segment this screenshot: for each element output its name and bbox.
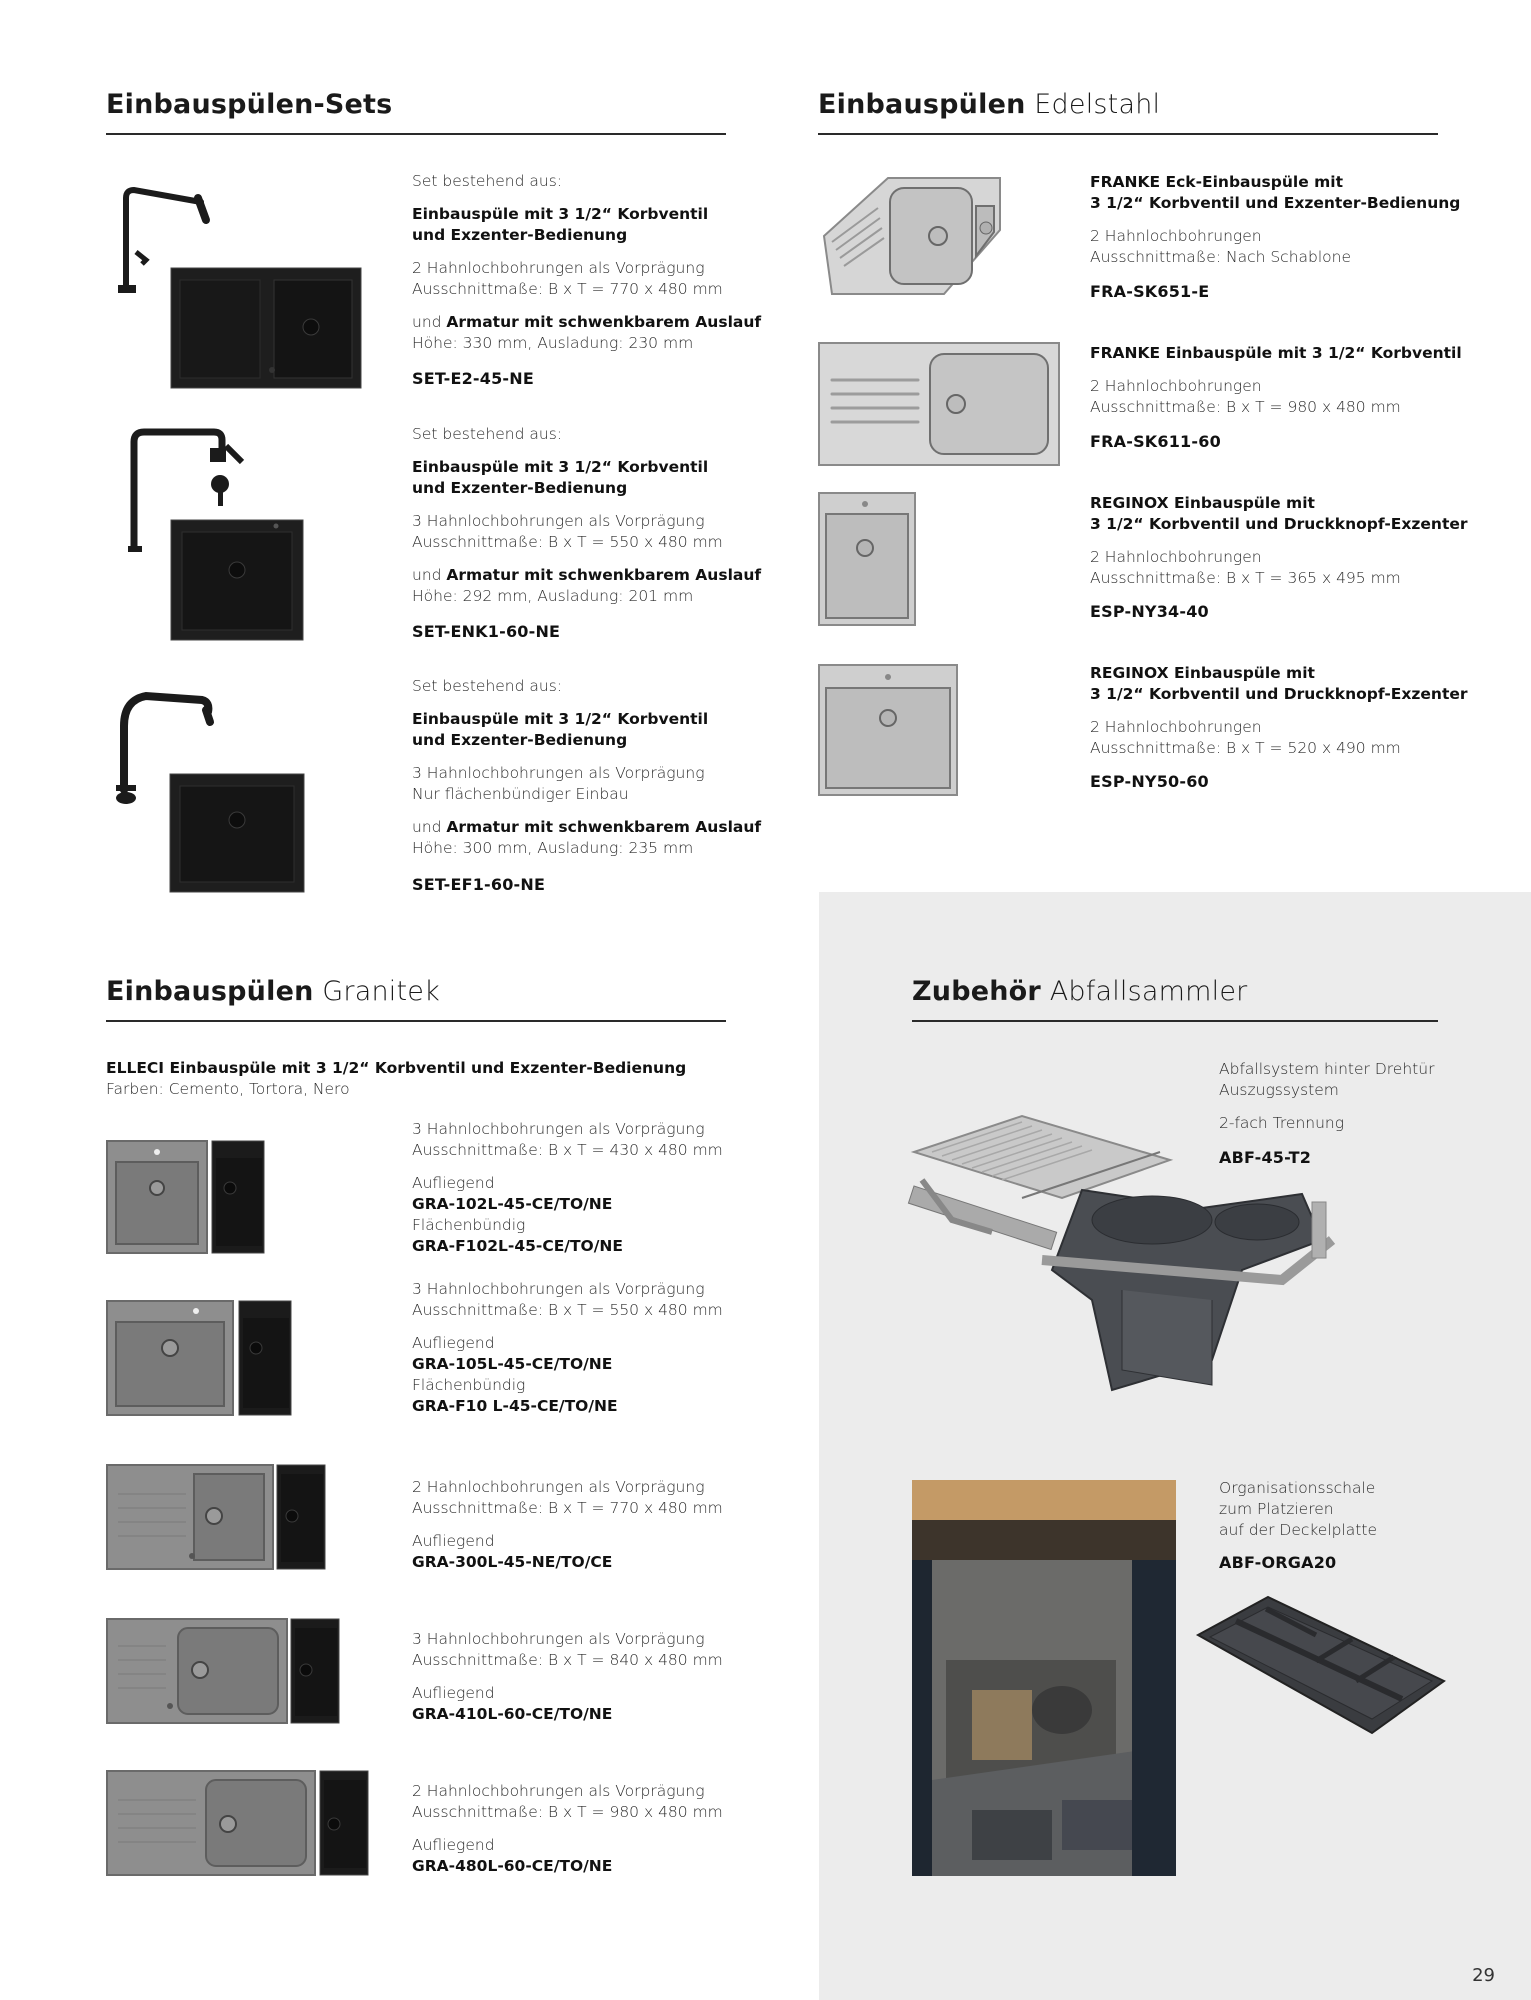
edelstahl-4-text [1090,663,1468,759]
zubehoer-1-text [1219,1059,1434,1134]
edelstahl-name-line2: 3 1/2“ Korbventil und Exzenter-Bedienung [1090,194,1461,212]
edelstahl-name-line1: REGINOX Einbauspüle mit [1090,664,1315,682]
set-armatur-title: Armatur mit schwenkbarem Auslauf [446,313,762,331]
sink-icon [171,268,361,388]
section-title-sets: Einbauspülen-Sets [106,89,393,120]
set-armatur-dims: Höhe: 300 mm, Ausladung: 235 mm [412,839,694,857]
granitek-article-code: GRA-102L-45-CE/TO/NE [412,1195,613,1213]
sink-icon [170,774,304,892]
edelstahl-4-product-image [818,664,958,796]
section-rule [912,1020,1438,1022]
corner-sink-icon [824,178,1000,294]
sink-icon [819,665,957,795]
set-1-product-image [106,190,366,390]
granitek-3-product-image [106,1464,326,1570]
set-3-text [412,676,761,859]
edelstahl-2-product-image [818,342,1060,466]
zubehoer-line2: Auszugssystem [1219,1081,1339,1099]
black-sink-icon [291,1619,339,1723]
set-sink-title-line2: und Exzenter-Bedienung [412,731,628,749]
granitek-mount-label-aufliegend: Aufliegend [412,1174,495,1192]
set-armatur-dims: Höhe: 292 mm, Ausladung: 201 mm [412,587,694,605]
set-armatur-prefix: und [412,818,447,836]
granitek-spec-line2: Ausschnittmaße: B x T = 550 x 480 mm [412,1301,723,1319]
edelstahl-spec-line2: Ausschnittmaße: B x T = 520 x 490 mm [1090,739,1401,757]
set-2-product-image [126,428,326,643]
granitek-article-code: GRA-105L-45-CE/TO/NE [412,1355,613,1373]
granitek-article-code: GRA-300L-45-NE/TO/CE [412,1553,613,1571]
page-number: 29 [1472,1965,1495,1986]
granitek-article-code: GRA-480L-60-CE/TO/NE [412,1857,613,1875]
black-sink-icon [239,1301,291,1415]
zubehoer-2-text [1219,1478,1377,1541]
granitek-spec-line1: 3 Hahnlochbohrungen als Vorprägung [412,1280,705,1298]
edelstahl-4-article-code: ESP-NY50-60 [1090,772,1209,791]
granitek-5-product-image [106,1770,370,1876]
set-sink-title-line2: und Exzenter-Bedienung [412,226,628,244]
black-sink-icon [320,1771,368,1875]
set-intro: Set bestehend aus: [412,425,563,443]
grey-sink-icon [107,1141,207,1253]
granitek-2-text [412,1279,723,1417]
edelstahl-spec-line2: Ausschnittmaße: B x T = 980 x 480 mm [1090,398,1401,416]
set-spec-line1: 2 Hahnlochbohrungen als Vorprägung [412,259,705,277]
edelstahl-name-line1: REGINOX Einbauspüle mit [1090,494,1315,512]
organizer-tray-icon [1198,1597,1444,1733]
sink-drainboard-icon [819,343,1059,465]
granitek-mount-label-aufliegend: Aufliegend [412,1836,495,1854]
edelstahl-spec-line1: 2 Hahnlochbohrungen [1090,718,1262,736]
granitek-spec-line1: 3 Hahnlochbohrungen als Vorprägung [412,1120,705,1138]
granitek-intro-title: ELLECI Einbauspüle mit 3 1/2“ Korbventil und Exzenter-Bedienung [106,1059,687,1077]
set-spec-line1: 3 Hahnlochbohrungen als Vorprägung [412,764,705,782]
granitek-article-code: GRA-410L-60-CE/TO/NE [412,1705,613,1723]
black-sink-icon [277,1465,325,1569]
sink-icon [819,493,915,625]
section-rule [818,133,1438,135]
set-armatur-dims: Höhe: 330 mm, Ausladung: 230 mm [412,334,694,352]
set-spec-line1: 3 Hahnlochbohrungen als Vorprägung [412,512,705,530]
zubehoer-line1: Abfallsystem hinter Drehtür [1219,1060,1435,1078]
set-sink-title-line1: Einbauspüle mit 3 1/2“ Korbventil [412,458,709,476]
set-armatur-title: Armatur mit schwenkbarem Auslauf [446,566,762,584]
granitek-spec-line2: Ausschnittmaße: B x T = 430 x 480 mm [412,1141,723,1159]
granitek-article-code: GRA-F10 L-45-CE/TO/NE [412,1397,618,1415]
edelstahl-name-line1: FRANKE Eck-Einbauspüle mit [1090,173,1343,191]
set-3-product-image [110,692,310,894]
set-spec-line2: Ausschnittmaße: B x T = 770 x 480 mm [412,280,723,298]
edelstahl-2-text [1090,343,1462,418]
set-1-article-code: SET-E2-45-NE [412,369,534,388]
edelstahl-1-product-image [818,172,1008,300]
section-title-edelstahl: Einbauspülen Edelstahl [818,89,1161,120]
granitek-article-code: GRA-F102L-45-CE/TO/NE [412,1237,623,1255]
zubehoer-line2: zum Platzieren [1219,1500,1334,1518]
section-rule [106,133,726,135]
set-armatur-prefix: und [412,566,447,584]
granitek-spec-line2: Ausschnittmaße: B x T = 840 x 480 mm [412,1651,723,1669]
set-2-article-code: SET-ENK1-60-NE [412,622,561,641]
granitek-4-product-image [106,1618,340,1724]
zubehoer-line1: Organisationsschale [1219,1479,1376,1497]
edelstahl-1-text [1090,172,1460,268]
granitek-mount-label-aufliegend: Aufliegend [412,1532,495,1550]
granitek-mount-label-aufliegend: Aufliegend [412,1684,495,1702]
set-armatur-title: Armatur mit schwenkbarem Auslauf [446,818,762,836]
edelstahl-name-line2: 3 1/2“ Korbventil und Druckknopf-Exzenter [1090,515,1468,533]
set-intro: Set bestehend aus: [412,677,563,695]
photo-cabinet-icon [912,1480,1176,1876]
granitek-2-product-image [106,1300,292,1416]
granitek-1-text [412,1119,723,1257]
zubehoer-1-article-code: ABF-45-T2 [1219,1148,1312,1167]
edelstahl-spec-line2: Ausschnittmaße: Nach Schablone [1090,248,1352,266]
section-title-zubehoer: Zubehör Abfallsammler [912,976,1248,1007]
granitek-3-text [412,1477,723,1573]
set-sink-title-line2: und Exzenter-Bedienung [412,479,628,497]
set-3-article-code: SET-EF1-60-NE [412,875,546,894]
granitek-spec-line2: Ausschnittmaße: B x T = 770 x 480 mm [412,1499,723,1517]
set-spec-line2: Nur flächenbündiger Einbau [412,785,629,803]
edelstahl-3-product-image [818,492,916,626]
granitek-5-text [412,1781,723,1877]
granitek-mount-label-flaechenbuendig: Flächenbündig [412,1216,526,1234]
section-rule [106,1020,726,1022]
grey-sink-icon [107,1301,233,1415]
edelstahl-spec-line1: 2 Hahnlochbohrungen [1090,377,1262,395]
set-intro: Set bestehend aus: [412,172,563,190]
zubehoer-line3: 2-fach Trennung [1219,1114,1345,1132]
edelstahl-3-article-code: ESP-NY34-40 [1090,602,1209,621]
black-sink-icon [212,1141,264,1253]
edelstahl-name-line2: 3 1/2“ Korbventil und Druckknopf-Exzenter [1090,685,1468,703]
granitek-spec-line1: 2 Hahnlochbohrungen als Vorprägung [412,1782,705,1800]
set-1-text [412,171,761,354]
grey-sink-icon [107,1771,315,1875]
granitek-intro [106,1058,686,1100]
granitek-spec-line1: 2 Hahnlochbohrungen als Vorprägung [412,1478,705,1496]
granitek-spec-line2: Ausschnittmaße: B x T = 980 x 480 mm [412,1803,723,1821]
set-spec-line2: Ausschnittmaße: B x T = 550 x 480 mm [412,533,723,551]
edelstahl-1-article-code: FRA-SK651-E [1090,282,1210,301]
set-armatur-prefix: und [412,313,447,331]
sink-icon [171,520,303,640]
grey-sink-icon [107,1465,273,1569]
zubehoer-2-article-code: ABF-ORGA20 [1219,1553,1337,1572]
edelstahl-spec-line1: 2 Hahnlochbohrungen [1090,548,1262,566]
edelstahl-spec-line2: Ausschnittmaße: B x T = 365 x 495 mm [1090,569,1401,587]
zubehoer-line3: auf der Deckelplatte [1219,1521,1377,1539]
granitek-1-product-image [106,1140,266,1254]
edelstahl-name-line1: FRANKE Einbauspüle mit 3 1/2“ Korbventil [1090,344,1462,362]
granitek-intro-colors: Farben: Cemento, Tortora, Nero [106,1080,350,1098]
granitek-mount-label-aufliegend: Aufliegend [412,1334,495,1352]
granitek-spec-line1: 3 Hahnlochbohrungen als Vorprägung [412,1630,705,1648]
granitek-mount-label-flaechenbuendig: Flächenbündig [412,1376,526,1394]
granitek-4-text [412,1629,723,1725]
set-sink-title-line1: Einbauspüle mit 3 1/2“ Korbventil [412,205,709,223]
organizer-tray-product-image [1196,1595,1446,1735]
edelstahl-spec-line1: 2 Hahnlochbohrungen [1090,227,1262,245]
grey-sink-icon [107,1619,287,1723]
set-sink-title-line1: Einbauspüle mit 3 1/2“ Korbventil [412,710,709,728]
section-title-granitek: Einbauspülen Granitek [106,976,440,1007]
cabinet-interior-photo [912,1480,1176,1876]
edelstahl-2-article-code: FRA-SK611-60 [1090,432,1221,451]
set-2-text [412,424,761,607]
edelstahl-3-text [1090,493,1468,589]
